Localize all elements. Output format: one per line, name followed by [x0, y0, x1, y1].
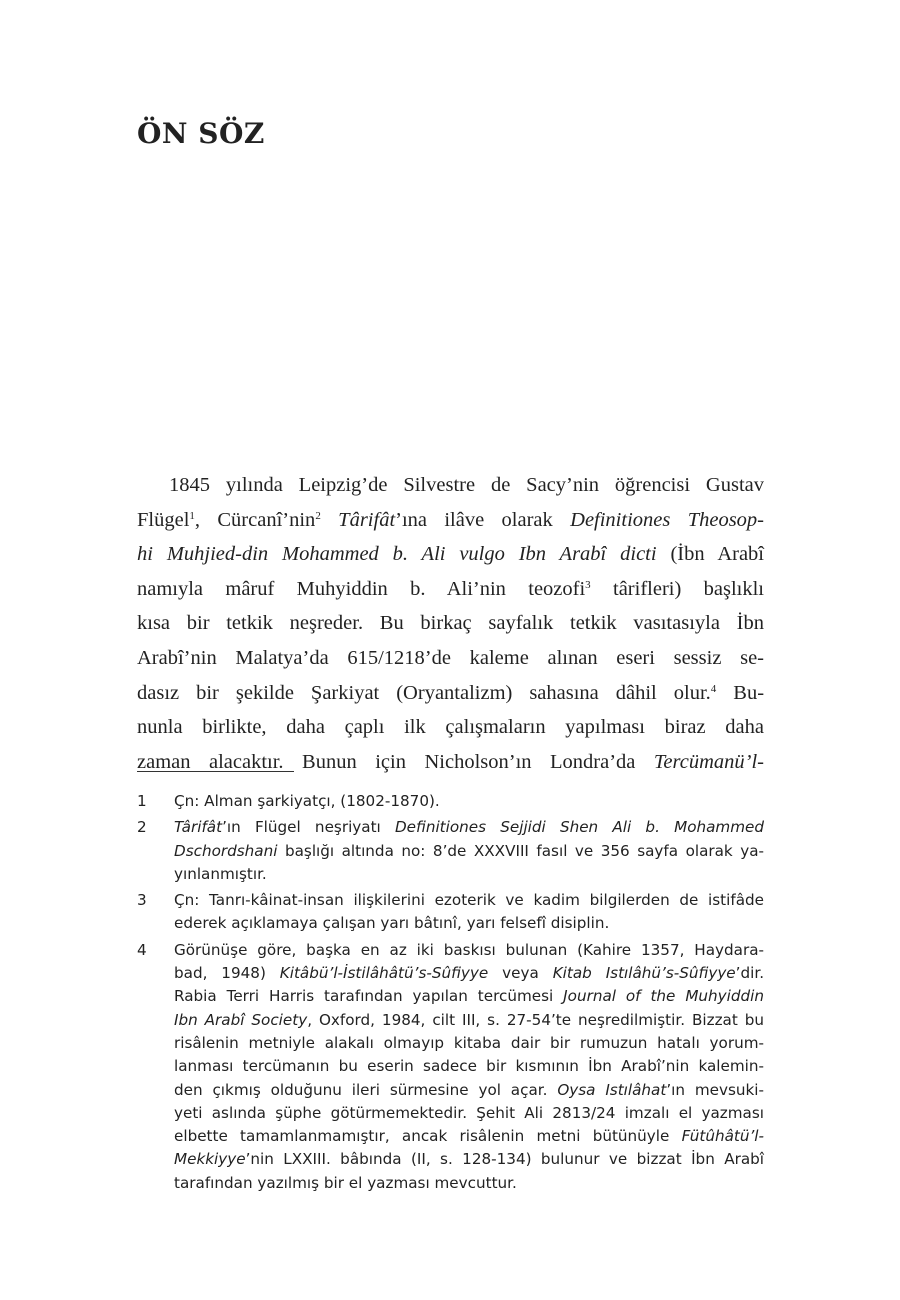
body-line-5: kısa bir tetkik neşreder. Bu birkaç sayfalık tetkik vasıtasıyla İbn [137, 612, 764, 635]
footnotes [137, 790, 764, 1198]
footnote-3 [137, 889, 764, 936]
body-line-2: Flügel$^1$, Cürcanî’nin$^2$ Târifât’ına ilâve olarak Definitiones Theosop- [137, 508, 765, 531]
footnote-2 [137, 816, 764, 886]
footnote-text: Çn: Tanrı-kâinat-insan ilişkilerini ezoterik ve kadim bilgilerden de istifâde ederek açıklamaya çalışan yarı bâtınî, yarı felsefî disiplin. [174, 891, 764, 933]
body-line-3: hi Muhjied-din Mohammed b. Ali vulgo Ibn Arabî dicti (İbn Arabî [137, 543, 765, 566]
body-line-8: nunla birlikte, daha çaplı ilk çalışmaların yapılması biraz daha [137, 716, 764, 739]
body-paragraph [137, 468, 764, 779]
footnote-number: 2 [137, 818, 147, 837]
body-line-7: dasız bir şekilde Şarkiyat (Oryantalizm) sahasına dâhil olur.$^4$ Bu- [137, 681, 765, 704]
body-line-9: zaman alacaktır. Bunun için Nicholson’ın Londra’da Tercümanü’l- [137, 750, 764, 773]
footnote-text: Çn: Alman şarkiyatçı, (1802-1870). [174, 792, 440, 810]
footnote-number: 4 [137, 940, 147, 959]
footnote-4 [137, 939, 764, 1195]
chapter-title: ÖN SÖZ [137, 117, 265, 150]
footnote-ref-3[interactable]: 3 [585, 578, 591, 591]
footnote-text: Görünüşe göre, başka en az iki baskısı bulunan (Kahire 1357, Haydara- bad, 1948) Kitâbü’l-İstilâhâtü’s-Sûfiyye veya Kitab Istılâhü’s-Sûfiyye’dir. Rabia Terri Harris tarafından yapılan tercümesi Journal of the Muhyiddin Ibn Arabî Society, Oxford, 1984, cilt III, s. 27-54’te neşredilmiştir. Bizzat bu risâlenin metniyle alakalı olmayıp kitaba dair bir rumuzun hatalı yorum- lanması tercümanın bu eserin sadece bir kısmının İbn Arabî’nin kalemin- den çıkmış olduğunu ileri sürmesine yol açar. Oysa Istılâhat’ın mevsuki- yeti aslında şüphe götürmemektedir. Şehit Ali 2813/24 imzalı el yazması elbette tamamlanmamıştır, ancak risâlenin metni bütünüyle Fütûhâtü’l- Mekkiyye’nin LXXIII. bâbında (II, s. 128-134) bulunur ve bizzat İbn Arabî tarafından yazılmış bir el yazması mevcuttur. [174, 940, 765, 1192]
body-line-1: 1845 yılında Leipzig’de Silvestre de Sacy’nin öğrencisi Gustav [169, 474, 764, 496]
footnote-number: 3 [137, 891, 147, 910]
footnote-text: Târifât’ın Flügel neşriyatı Definitiones Sejjidi Shen Ali b. Mohammed Dschordshani başlığı altında no: 8’de XXXVIII fasıl ve 356 sayfa olarak ya- yınlanmıştır. [174, 818, 765, 883]
footnote-separator [137, 771, 294, 772]
footnote-1 [137, 790, 764, 813]
footnote-ref-2[interactable]: 2 [315, 509, 321, 522]
footnote-number: 1 [137, 792, 147, 810]
body-line-4: namıyla mâruf Muhyiddin b. Ali’nin teozofi$^3$ târifleri) başlıklı [137, 577, 764, 600]
footnote-ref-4[interactable]: 4 [710, 682, 717, 695]
body-line-6: Arabî’nin Malatya’da 615/1218’de kaleme alınan eseri sessiz se- [137, 646, 764, 669]
footnote-ref-1[interactable]: 1 [189, 509, 195, 522]
